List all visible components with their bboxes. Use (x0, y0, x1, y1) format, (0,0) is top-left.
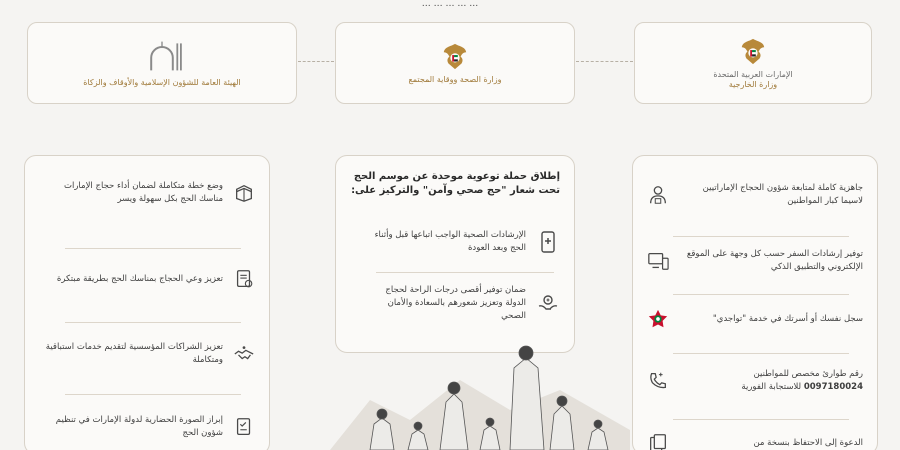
divider (673, 353, 849, 354)
list-item-text: تعزيز وعي الحجاج بمناسك الحج بطريقة مبتكرة (56, 273, 223, 284)
emergency-phone-icon (647, 370, 669, 392)
list-item-text (679, 368, 863, 394)
divider (65, 322, 241, 323)
list-item (647, 432, 863, 450)
tawajudi-icon (647, 308, 669, 330)
uae-emblem-icon (441, 41, 469, 71)
handshake-icon (233, 343, 255, 365)
connector-line (576, 61, 633, 62)
health-ministry-name: وزارة الصحة ووقاية المجتمع (408, 75, 502, 84)
divider (65, 248, 241, 249)
caring-hands-icon (536, 292, 560, 316)
list-item-text: توفير إرشادات السفر حسب كل وجهة على الموقع الإلكتروني والتطبيق الذكي (686, 249, 863, 272)
list-item-text: ضمان توفير أقصى درجات الراحة لحجاج الدولة وتعزيز شعورهم بالسعادة والأمان الصحي (385, 285, 526, 321)
divider (65, 394, 241, 395)
list-item-text: الدعوة إلى الاحتفاظ بنسخة من (753, 437, 863, 448)
document-icon (233, 416, 255, 438)
checklist-icon (233, 268, 255, 290)
divider (673, 419, 849, 420)
medical-phone-icon (536, 230, 560, 254)
health-ministry-logo-card (335, 22, 575, 104)
list-item-text: إبراز الصورة الحضارية لدولة الإمارات في تنظيم شؤون الحج (55, 415, 223, 438)
objectives-panel (24, 155, 270, 450)
list-item-text: سجل نفسك أو أسرتك في خدمة "تواجدي" (712, 313, 863, 324)
list-item (647, 308, 863, 330)
uae-emblem-icon (739, 36, 767, 66)
list-item (368, 229, 560, 255)
islamic-affairs-logo-card (27, 22, 297, 104)
emergency-label-2: للاستجابة الفورية (741, 382, 802, 392)
list-item (368, 284, 560, 323)
kaaba-icon (233, 182, 255, 204)
list-item-text: جاهزية كاملة لمتابعة شؤون الحجاج الإماراتيين لاسيما كبار المواطنين (702, 183, 863, 206)
list-item-text: تعزيز الشراكات المؤسسية لتقديم خدمات استباقية ومتكاملة (45, 342, 223, 365)
emergency-label: رقم طوارئ مخصص للمواطنين (753, 369, 863, 379)
top-banner-text: … … … … … (421, 0, 479, 9)
list-item (647, 368, 863, 394)
divider (376, 272, 554, 273)
pilgrims-illustration (330, 340, 630, 450)
foreign-ministry-name: وزارة الخارجية (728, 80, 778, 89)
list-item-text: وضع خطة متكاملة لضمان أداء حجاج الإمارات مناسك الحج بكل سهولة ويسر (63, 181, 223, 204)
list-item (39, 414, 255, 440)
list-item-text: الإرشادات الصحية الواجب اتباعها قبل وأثناء الحج وبعد العودة (374, 230, 526, 253)
islamic-affairs-name: الهيئة العامة للشؤون الإسلامية والأوقاف والزكاة (83, 78, 241, 87)
emergency-phone-number[interactable]: 0097180024 (803, 382, 863, 392)
foreign-ministry-logo-card (634, 22, 872, 104)
list-item (39, 268, 255, 290)
foreign-ministry-country: الإمارات العربية المتحدة (713, 70, 793, 79)
list-item (39, 341, 255, 367)
campaign-title: إطلاق حملة توعوية موحدة عن موسم الحج تحت شعار "حج صحي وآمن" والتركيز على: (351, 171, 560, 196)
devices-icon (647, 250, 669, 272)
divider (673, 294, 849, 295)
list-item (39, 180, 255, 206)
list-item (647, 248, 863, 274)
mosque-dome-icon (127, 38, 197, 74)
copy-icon (647, 432, 669, 450)
services-panel (632, 155, 878, 450)
divider (673, 236, 849, 237)
awareness-campaign-panel (335, 155, 575, 353)
list-item (647, 182, 863, 208)
support-agent-icon (647, 184, 669, 206)
connector-line (298, 61, 334, 62)
